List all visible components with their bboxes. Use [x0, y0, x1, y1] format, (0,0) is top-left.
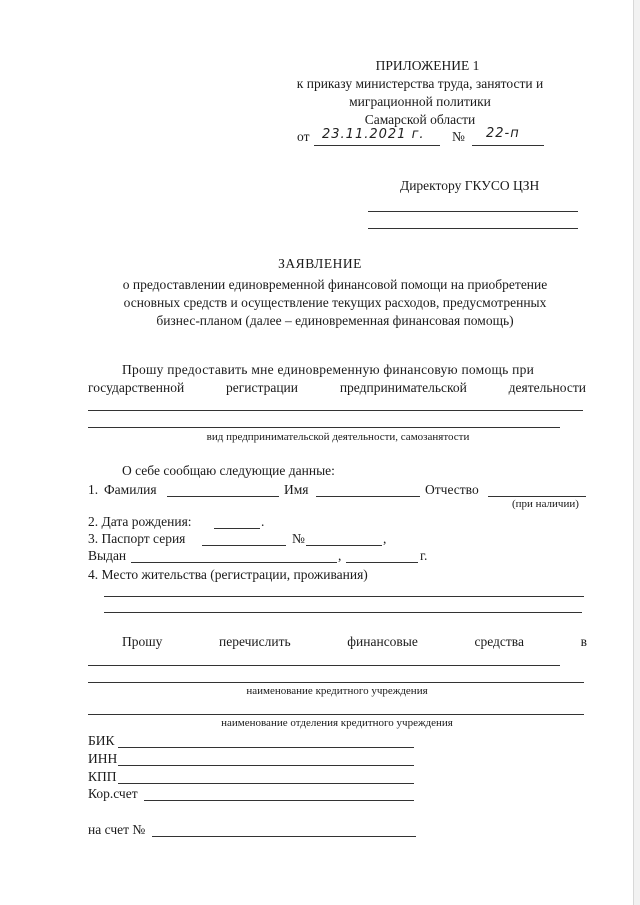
- account-field[interactable]: [152, 836, 416, 837]
- request-word: регистрации: [226, 380, 299, 395]
- issued-by-field[interactable]: [131, 562, 337, 563]
- order-number-sign: №: [452, 129, 465, 144]
- patronymic-field[interactable]: [488, 496, 586, 497]
- surname-field[interactable]: [167, 496, 279, 497]
- activity-caption: вид предпринимательской деятельности, самозанятости: [206, 431, 470, 443]
- addressee: Директору ГКУСО ЦЗН: [400, 178, 540, 193]
- transfer-word: перечислить: [219, 634, 291, 649]
- request-word: предпринимательской: [339, 380, 467, 395]
- birth-date-label: 2. Дата рождения:: [88, 514, 192, 529]
- residence-field-2[interactable]: [104, 612, 582, 613]
- appendix-title: ПРИЛОЖЕНИЕ 1: [375, 58, 480, 73]
- addressee-line-2: [368, 228, 578, 229]
- surname-label: Фамилия: [104, 482, 157, 497]
- transfer-word: средства: [474, 634, 524, 649]
- order-line-3: Самарской области: [364, 112, 476, 127]
- passport-series-label: 3. Паспорт серия: [88, 531, 186, 546]
- bik-label: БИК: [88, 733, 115, 748]
- passport-number-sign: №: [292, 531, 305, 546]
- order-date-line: [314, 145, 440, 146]
- activity-line-1: [88, 410, 583, 411]
- order-number-line: [472, 145, 544, 146]
- transfer-word: в: [580, 634, 587, 649]
- scan-edge-shadow: [633, 0, 640, 905]
- personal-intro: О себе сообщаю следующие данные:: [122, 463, 335, 478]
- order-line-2: миграционной политики: [349, 94, 491, 109]
- residence-label: 4. Место жительства (регистрации, проживания): [88, 567, 368, 582]
- passport-number-field[interactable]: [306, 545, 382, 546]
- request-word: государственной: [88, 380, 185, 395]
- kpp-field[interactable]: [118, 783, 414, 784]
- name-label: Имя: [284, 482, 309, 497]
- request-line-1: Прошу предоставить мне единовременную финансовую помощь при: [122, 362, 535, 377]
- if-any-note: (при наличии): [512, 498, 579, 510]
- name-field[interactable]: [316, 496, 420, 497]
- bank-field-2[interactable]: [88, 682, 584, 683]
- statement-heading: ЗАЯВЛЕНИЕ: [278, 256, 362, 271]
- request-word: деятельности: [508, 380, 586, 395]
- corr-account-field[interactable]: [144, 800, 414, 801]
- order-date-handwritten: 23.11.2021 г.: [322, 127, 425, 142]
- date-prefix: от: [297, 129, 310, 144]
- bik-field[interactable]: [118, 747, 414, 748]
- issued-comma: ,: [338, 548, 342, 563]
- transfer-word: Прошу: [122, 634, 163, 649]
- patronymic-label: Отчество: [425, 482, 479, 497]
- account-label: на счет №: [88, 822, 146, 837]
- order-line-1: к приказу министерства труда, занятости и: [296, 76, 544, 91]
- passport-end: ,: [383, 531, 387, 546]
- transfer-request-line: [122, 634, 587, 650]
- addressee-line-1: [368, 211, 578, 212]
- statement-subtitle-1: о предоставлении единовременной финансовой помощи на приобретение: [122, 277, 548, 292]
- inn-label: ИНН: [88, 751, 118, 766]
- item-1-number: 1.: [88, 482, 99, 497]
- order-number-handwritten: 22-п: [486, 126, 520, 141]
- inn-field[interactable]: [118, 765, 414, 766]
- branch-caption: наименование отделения кредитного учреждения: [221, 717, 453, 729]
- statement-subtitle-2: основных средств и осуществление текущих расходов, предусмотренных: [123, 295, 547, 310]
- request-line-2: [88, 380, 586, 396]
- residence-field-1[interactable]: [104, 596, 584, 597]
- kpp-label: КПП: [88, 769, 117, 784]
- birth-date-field[interactable]: [214, 528, 260, 529]
- issued-date-field[interactable]: [346, 562, 418, 563]
- branch-field[interactable]: [88, 714, 584, 715]
- corr-account-label: Кор.счет: [88, 786, 138, 801]
- statement-subtitle-3: бизнес-планом (далее – единовременная финансовая помощь): [156, 313, 514, 328]
- issued-year: г.: [420, 548, 428, 563]
- issued-label: Выдан: [88, 548, 127, 563]
- bank-field-1[interactable]: [88, 665, 560, 666]
- activity-line-2: [88, 427, 560, 428]
- passport-series-field[interactable]: [202, 545, 286, 546]
- bank-caption: наименование кредитного учреждения: [246, 685, 428, 697]
- birth-date-end: .: [261, 514, 265, 529]
- transfer-word: финансовые: [347, 634, 418, 649]
